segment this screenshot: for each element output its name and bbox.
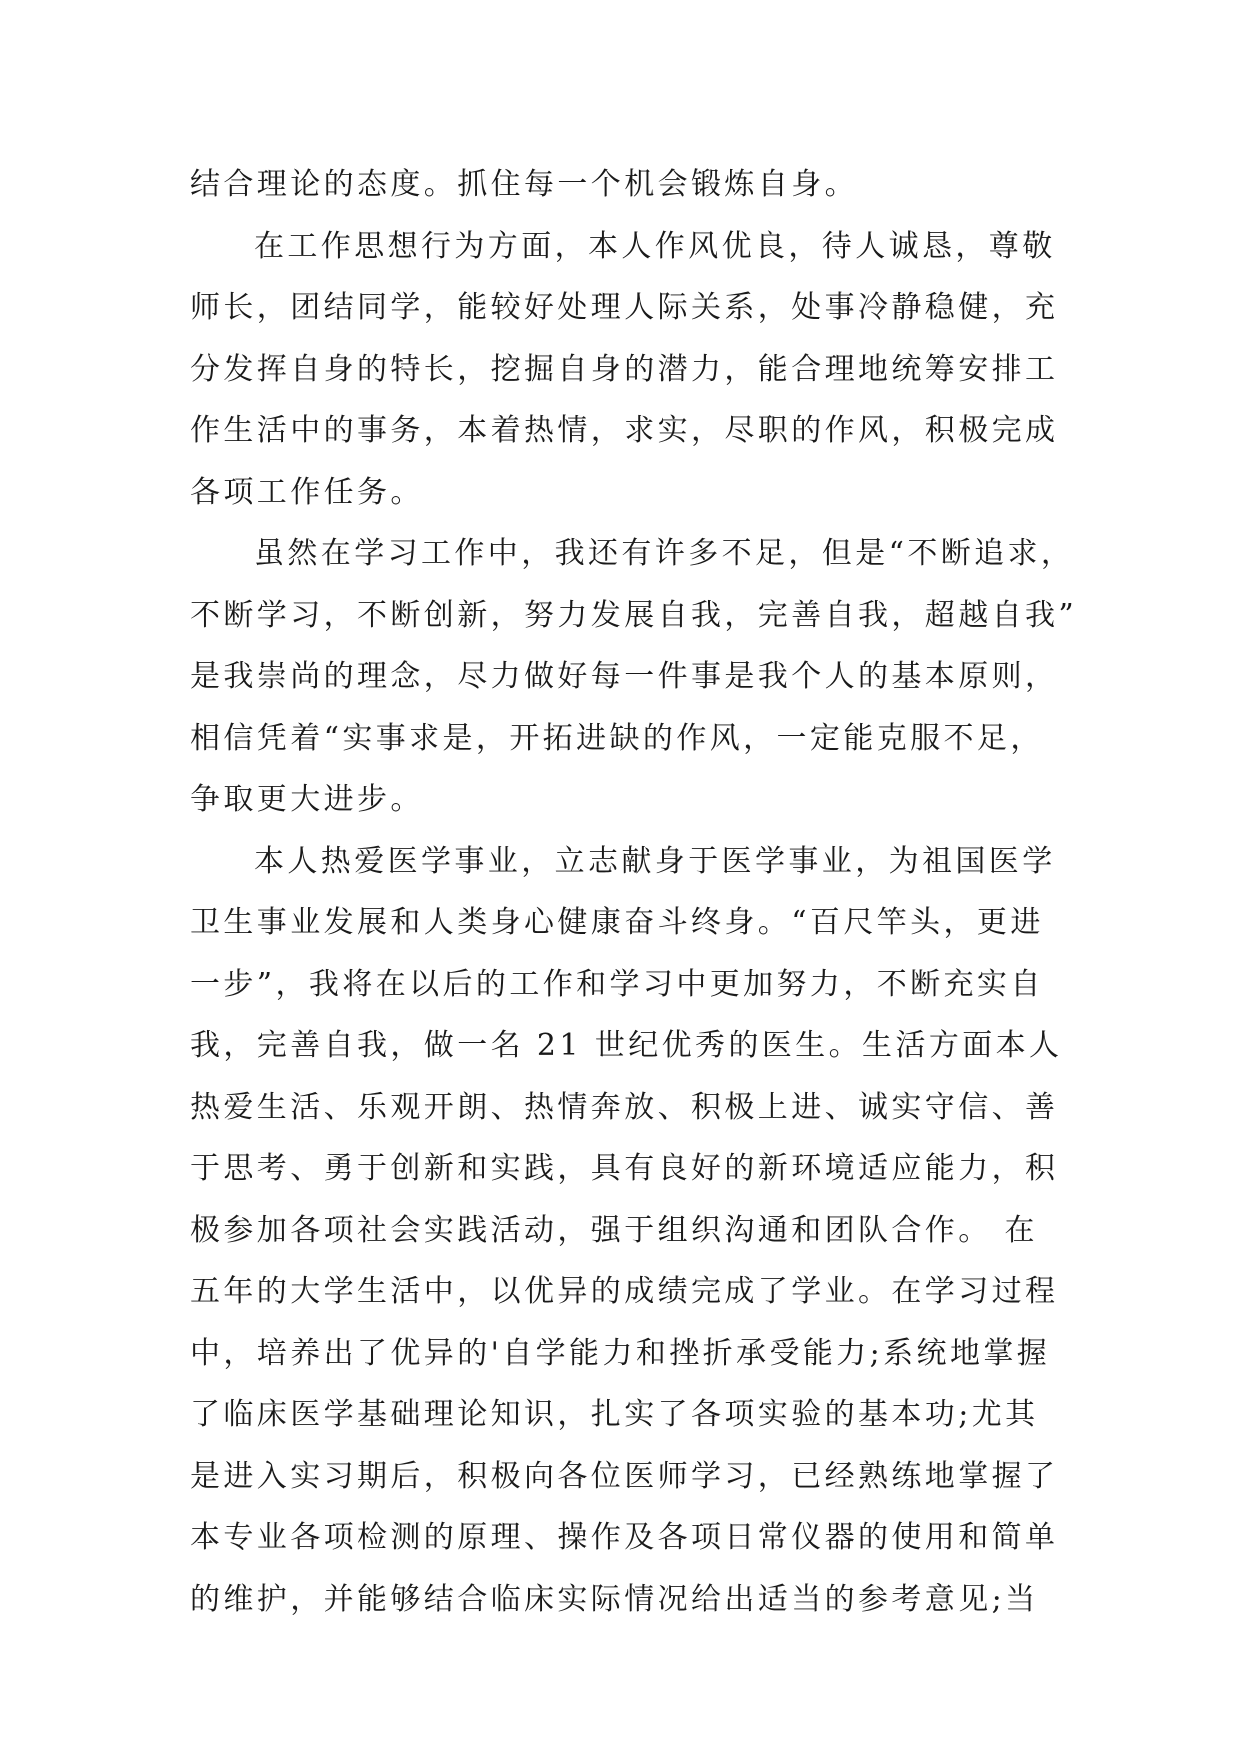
text-line: 各项工作任务。 xyxy=(190,474,424,510)
text-line: 在工作思想行为方面，本人作风优良，待人诚恳，尊敬 xyxy=(254,228,1056,264)
text-line: 师长，团结同学，能较好处理人际关系，处事冷静稳健，充 xyxy=(190,290,1059,325)
text-line: 不断学习，不断创新，努力发展自我，完善自我，超越自我” xyxy=(190,597,1078,633)
text-line: 中，培养出了优异的'自学能力和挫折承受能力;系统地掌握 xyxy=(190,1335,1051,1371)
text-line: 作生活中的事务，本着热情，求实，尽职的作风，积极完成 xyxy=(190,413,1059,448)
text-line: 分发挥自身的特长，挖掘自身的潜力，能合理地统筹安排工 xyxy=(190,351,1059,387)
text-line: 结合理论的态度。抓住每一个机会锻炼自身。 xyxy=(190,167,858,202)
text-line: 是进入实习期后，积极向各位医师学习，已经熟练地掌握了 xyxy=(190,1458,1059,1494)
text-line: 是我崇尚的理念，尽力做好每一件事是我个人的基本原则， xyxy=(190,659,1059,694)
text-line: 本人热爱医学事业，立志献身于医学事业，为祖国医学 xyxy=(254,843,1056,879)
text-line: 相信凭着“实事求是，开拓进缺的作风，一定能克服不足， xyxy=(190,720,1044,756)
text-line: 极参加各项社会实践活动，强于组织沟通和团队合作。 在 xyxy=(190,1212,1038,1248)
text-line: 卫生事业发展和人类身心健康奋斗终身。“百尺竿头，更进 xyxy=(190,905,1044,940)
text-line: 虽然在学习工作中，我还有许多不足，但是“不断追求， xyxy=(254,536,1075,571)
text-line: 我，完善自我，做一名 21 世纪优秀的医生。生活方面本人 xyxy=(190,1028,1063,1063)
text-line: 热爱生活、乐观开朗、热情奔放、积极上进、诚实守信、善 xyxy=(190,1089,1059,1125)
text-line: 本专业各项检测的原理、操作及各项日常仪器的使用和简单 xyxy=(190,1520,1059,1555)
text-line: 了临床医学基础理论知识，扎实了各项实验的基本功;尤其 xyxy=(190,1397,1039,1432)
body-text xyxy=(190,154,1078,1630)
text-line: 五年的大学生活中，以优异的成绩完成了学业。在学习过程 xyxy=(190,1274,1059,1309)
text-line: 的维护，并能够结合临床实际情况给出适当的参考意见;当 xyxy=(190,1581,1039,1617)
text-line: 于思考、勇于创新和实践，具有良好的新环境适应能力，积 xyxy=(190,1151,1059,1186)
text-line: 一步”，我将在以后的工作和学习中更加努力，不断充实自 xyxy=(190,966,1044,1002)
text-line: 争取更大进步。 xyxy=(190,782,424,817)
